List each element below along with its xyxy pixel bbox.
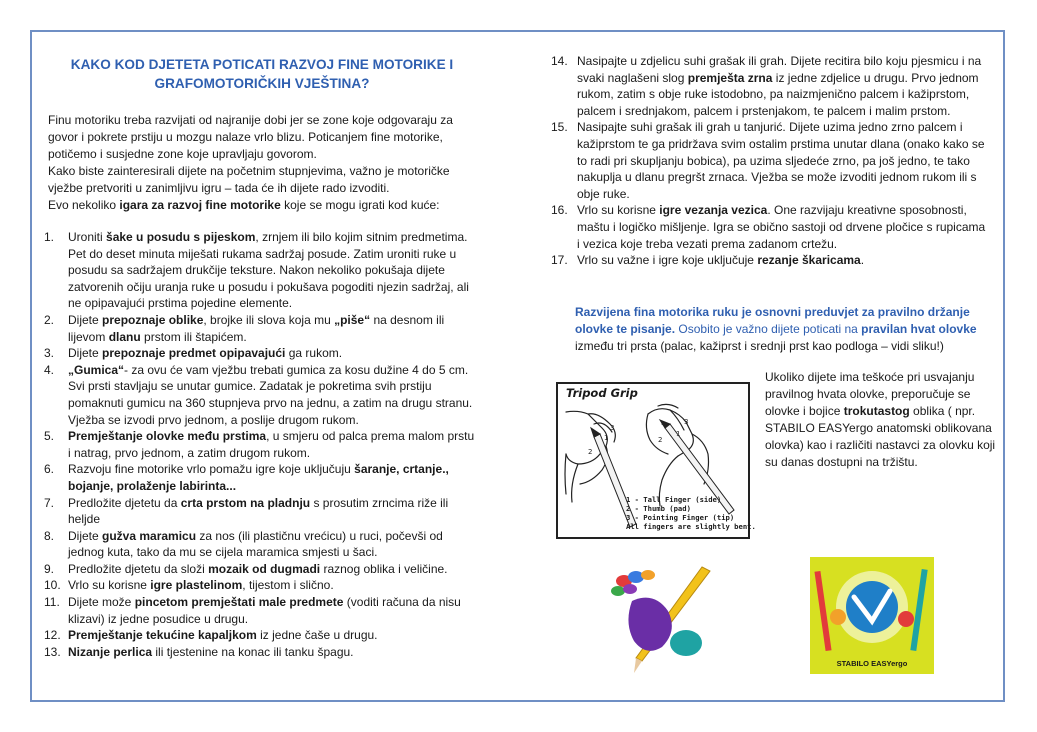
list-item: 2. Dijete prepoznaje oblike, brojke ili slova koja mu „piše“ na desnom ili lijevom dlanu prstom ili štapićem. xyxy=(44,312,445,344)
list-item: 13. Nizanje perlica ili tjestenine na konac ili tanku špagu. xyxy=(44,644,354,659)
list-item: 16. Vrlo su korisne igre vezanja vezica. One razvijaju kreativne sposobnosti, maštu i logičko mišljenje. Igra se obično sastoji od drvene pločice s rupicama i vezica koje treba vezati prema zadanom crtežu. xyxy=(551,203,986,251)
list-item: 7. Predložite djetetu da crta prstom na pladnju s prosutim zrncima riže ili heljde xyxy=(44,495,449,527)
svg-text:3: 3 xyxy=(684,418,689,426)
list-item: 10. Vrlo su korisne igre plastelinom, tijestom i slično. xyxy=(44,578,334,593)
legend-line: All fingers are slightly bent. xyxy=(626,522,756,531)
list-item: 9. Predložite djetetu da složi mozaik od dugmadi raznog oblika i veličine. xyxy=(44,561,448,576)
list-item: 5. Premještanje olovke među prstima, u smjeru od palca prema malom prstu i natrag, prvo jednom, a zatim drugom rukom. xyxy=(44,429,475,460)
list-item: 17. Vrlo su važne i igre koje uključuje rezanje škaricama. xyxy=(551,253,865,268)
legend-line: 1 - Tall Finger (side) xyxy=(626,495,722,504)
list-item: 3. Dijete prepoznaje predmet opipavajući ga rukom. xyxy=(44,346,343,361)
list-item: 15. Nasipajte suhi grašak ili grah u tanjurić. Dijete uzima jedno zrno palcem i kažiprstom te ga pridržava svim ostalim prstima unutar dlana (onako kako se to radi pri skupljanju bobica), pa uzima sljedeće zrno, pa još jedno, te tako nakuplja u dlanu pregršt zrnaca. Vježba se može izvoditi jednom rukom ili s obje ruke. xyxy=(551,120,985,201)
svg-text:3: 3 xyxy=(610,424,615,432)
page-title: KAKO KOD DJETETA POTICATI RAZVOJ FINE MOTORIKE I GRAFOMOTORIČKIH VJEŠTINA? xyxy=(70,57,454,91)
list-item: 12. Premještanje tekućine kapaljkom iz jedne čaše u drugu. xyxy=(44,628,378,643)
colored-grips xyxy=(611,570,655,596)
list-item: 14. Nasipajte u zdjelicu suhi grašak ili grah. Dijete recitira bilo koju pjesmicu i na svaki naglašeni slog premješta zrna iz jedne zdjelice u drugu. Prvo jednom rukom, zatim s obje ruke istodobno, pa naizmjenično palcem i kažiprstom, palcem i srednjakom, palcem i prstenjakom, te palcem i malim prstom. xyxy=(551,54,982,118)
list-item: 4. „Gumica“- za ovu će vam vježbu trebati gumica za kosu dužine 4 do 5 cm. Svi prsti stavljaju se unutar gumice. Zadatak je pokretima svih prstiju pomaknuti gumicu na 360 stupnjeva prvo na jednu, a zatim na drugu stranu. Vježba se izvodi prvo jednom, a poslije drugom rukom. xyxy=(44,362,473,427)
diagram-legend xyxy=(626,495,756,531)
pencil-grip-photo xyxy=(602,561,720,676)
side-paragraph: Ukoliko dijete ima teškoće pri usvajanju pravilnog hvata olovke, preporučuje se olovke i bojice trokutastog oblika ( npr. STABILO EASYergo anatomski oblikovana olovka) kao i različiti nastavci za olovku koji su danas dostupni na tržištu. xyxy=(765,370,996,469)
purple-grip xyxy=(628,598,671,651)
list-item: 8. Dijete gužva maramicu za nos (ili plastičnu vrećicu) u ruci, počevši od jednog kuta, tako da mu se cijela maramica smjesti u šaci. xyxy=(44,528,443,560)
teal-grip xyxy=(670,630,702,656)
tripod-grip-diagram xyxy=(556,382,756,539)
svg-text:1: 1 xyxy=(604,434,609,442)
activity-list-right xyxy=(551,53,991,269)
intro-text xyxy=(48,112,476,214)
svg-text:2: 2 xyxy=(588,448,593,456)
stabilo-product-box xyxy=(810,557,934,674)
diagram-title: Tripod Grip xyxy=(566,386,638,400)
legend-line: 3 - Pointing Finger (tip) xyxy=(626,513,735,522)
intro-paragraph-1: Finu motoriku treba razvijati od najranije dobi jer se zone koje odgovaraju za govor i pokrete prstiju u mozgu nalaze vrlo blizu. Poticanjem fine motorike, potičemo i susjedne zone koje upravljaju govorom. xyxy=(48,113,453,161)
emphasis-paragraph: Razvijena fina motorika ruku je osnovni preduvjet za pravilno držanje olovke te pisanje. Osobito je važno dijete poticati na pravilan hvat olovke između tri prsta (palac, kažiprst i srednji prst kao podloga – vidi sliku!) xyxy=(575,305,977,353)
product-artwork xyxy=(810,557,934,674)
svg-text:1: 1 xyxy=(676,430,681,438)
svg-text:2: 2 xyxy=(658,436,663,444)
legend-line: 2 - Thumb (pad) xyxy=(626,504,691,513)
list-item: 6. Razvoju fine motorike vrlo pomažu igre koje uključuju šaranje, crtanje., bojanje, prolaženje labirinta... xyxy=(44,462,449,493)
list-item: 1. Uroniti šake u posudu s pijeskom, zrnjem ili bilo kojim sitnim predmetima. Pet do deset minuta miješati rukama sadržaj posude. Zatim uroniti ruke u posudu sa sadržajem drukčije teksture. Nakon nekoliko pokušaja dijete zatvorenih očiju uranja ruke u posudu i pokušava pogoditi njezin sadržaj, ali ne opipavajući prstima pojedine elemente. xyxy=(44,230,469,311)
intro-paragraph-2: Kako biste zainteresirali dijete na početnim stupnjevima, važno je motoričke vježbe pretvoriti u zanimljivu igru – tada će ih dijete rado izvoditi. xyxy=(48,164,450,195)
list-item: 11. Dijete može pincetom premještati male predmete (voditi računa da nisu klizavi) iz jedne posudice u drugu. xyxy=(44,595,461,626)
product-label: STABILO EASYergo xyxy=(836,659,908,668)
intro-paragraph-3: Evo nekoliko igara za razvoj fine motorike koje se mogu igrati kod kuće: xyxy=(48,198,440,212)
activity-list-left xyxy=(44,229,476,660)
